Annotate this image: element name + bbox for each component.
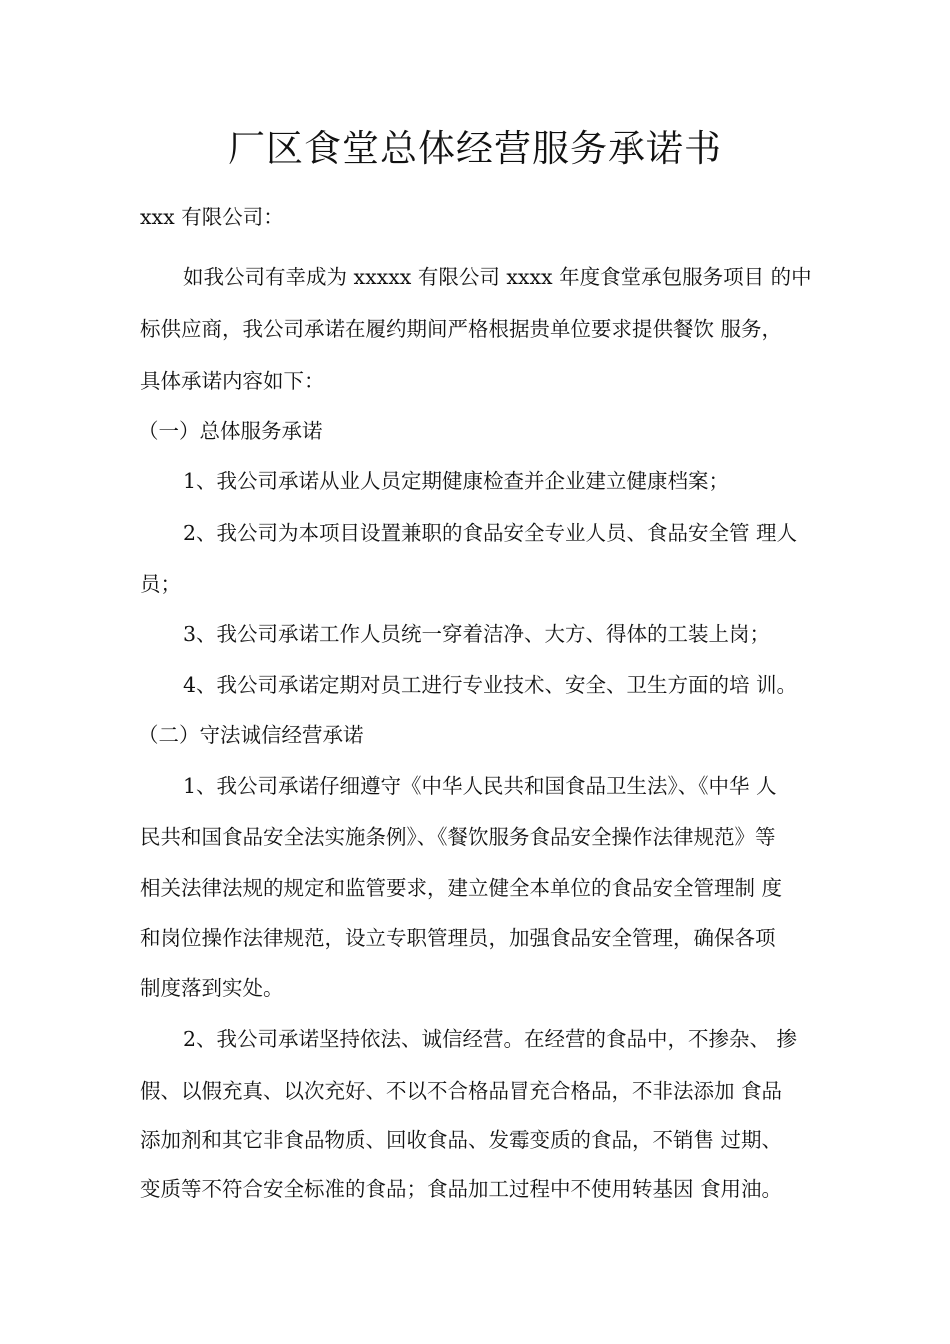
lawful-item-1-line-4: 和岗位操作法律规范，设立专职管理员，加强食品安全管理，确保各项 — [140, 926, 776, 950]
service-item-2-line-2: 员； — [140, 572, 181, 596]
service-item-1: 1、我公司承诺从业人员定期健康检查并企业建立健康档案； — [183, 469, 730, 493]
lawful-item-1-line-2: 民共和国食品安全法实施条例》、《餐饮服务食品安全操作法律规范》等 — [140, 825, 776, 849]
lawful-item-1-line-1: 1、我公司承诺仔细遵守《中华人民共和国食品卫生法》、《中华 人 — [183, 774, 777, 798]
document-title: 厂区食堂总体经营服务承诺书 — [228, 127, 722, 170]
lawful-item-2-line-4: 变质等不符合安全标准的食品；食品加工过程中不使用转基因 食用油。 — [140, 1177, 783, 1201]
intro-line-2: 标供应商，我公司承诺在履约期间严格根据贵单位要求提供餐饮 服务， — [140, 317, 783, 341]
lawful-item-2-line-2: 假、以假充真、以次充好、不以不合格品冒充合格品，不非法添加 食品 — [140, 1079, 783, 1103]
lawful-item-2-line-3: 添加剂和其它非食品物质、回收食品、发霉变质的食品，不销售 过期、 — [140, 1128, 783, 1152]
service-item-2-line-1: 2、我公司为本项目设置兼职的食品安全专业人员、食品安全管 理人 — [183, 521, 798, 545]
section-heading-lawful-operation: （二）守法诚信经营承诺 — [138, 723, 364, 747]
lawful-item-2-line-1: 2、我公司承诺坚持依法、诚信经营。在经营的食品中，不掺杂、 掺 — [183, 1027, 798, 1051]
service-item-4: 4、我公司承诺定期对员工进行专业技术、安全、卫生方面的培 训。 — [183, 673, 798, 697]
section-heading-general-service: （一）总体服务承诺 — [138, 419, 323, 443]
intro-line-3: 具体承诺内容如下： — [140, 369, 325, 393]
intro-line-1: 如我公司有幸成为 xxxxx 有限公司 xxxx 年度食堂承包服务项目 的中 — [183, 265, 812, 289]
service-item-3: 3、我公司承诺工作人员统一穿着洁净、大方、得体的工装上岗； — [183, 622, 771, 646]
lawful-item-1-line-5: 制度落到实处。 — [140, 976, 284, 1000]
salutation: xxx 有限公司： — [140, 205, 284, 229]
lawful-item-1-line-3: 相关法律法规的规定和监管要求，建立健全本单位的食品安全管理制 度 — [140, 876, 783, 900]
